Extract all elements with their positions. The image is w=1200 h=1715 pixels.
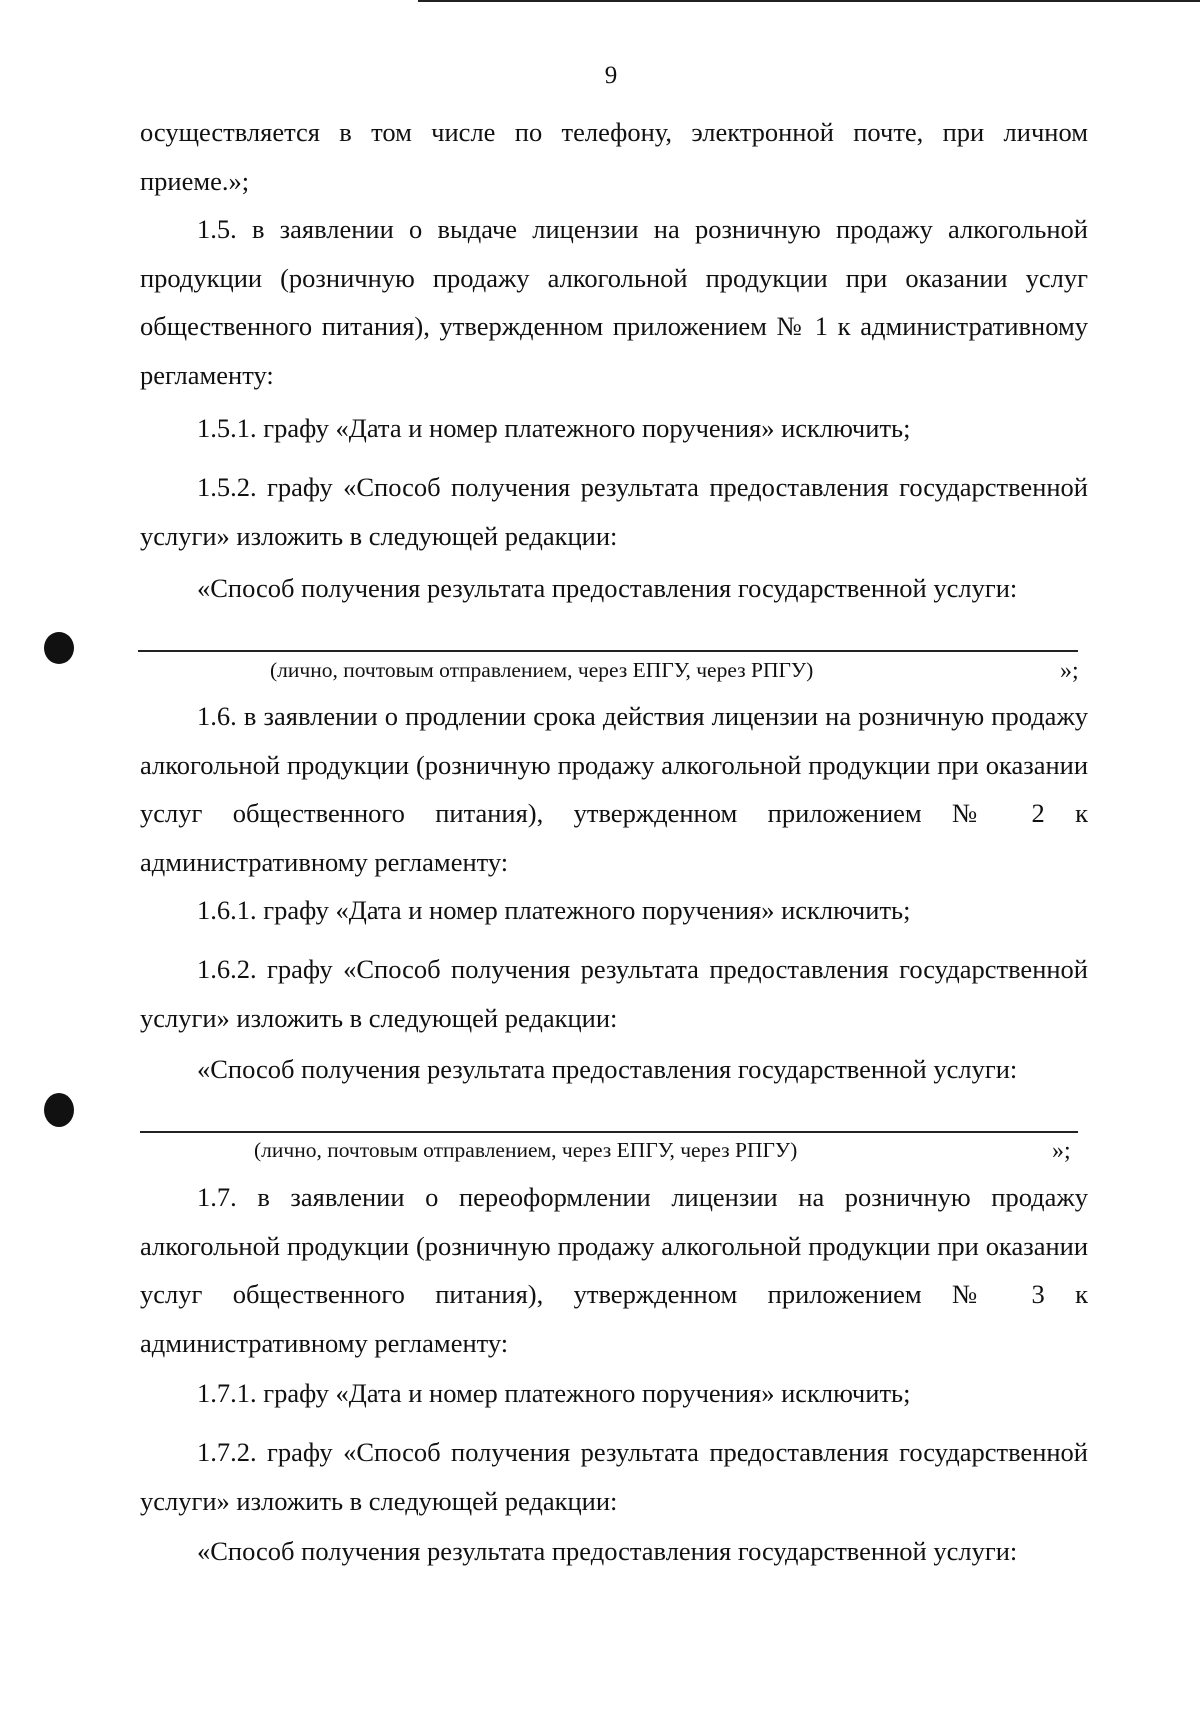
paragraph-1-7-2 xyxy=(140,1428,1088,1525)
paragraph-1-5 xyxy=(140,205,1088,400)
paragraph-1-5-1-text: 1.5.1. графу «Дата и номер платежного поручения» исключить; xyxy=(197,413,911,443)
paragraph-1-6 xyxy=(140,692,1088,887)
punch-hole-mark xyxy=(44,632,74,664)
paragraph-1-6-1 xyxy=(140,886,1088,935)
paragraph-1-5-2 xyxy=(140,463,1088,560)
paragraph-method-2-text: «Способ получения результата предоставления государственной услуги: xyxy=(197,1054,1018,1084)
paragraph-1-7-1-text: 1.7.1. графу «Дата и номер платежного поручения» исключить; xyxy=(197,1378,911,1408)
paragraph-1-5-text: 1.5. в заявлении о выдаче лицензии на розничную продажу алкогольной продукции (розничную продажу алкогольной продукции при оказании услуг общественного питания), утвержденном приложением № 1 к административному регламенту: xyxy=(140,214,1088,391)
paragraph-method-3-text: «Способ получения результата предоставления государственной услуги: xyxy=(197,1536,1018,1566)
paragraph-1-7-2-text: 1.7.2. графу «Способ получения результата предоставления государственной услуги» изложить в следующей редакции: xyxy=(140,1437,1088,1516)
paragraph-1 xyxy=(140,108,1088,205)
page-number: 9 xyxy=(604,62,618,89)
top-border-line xyxy=(418,0,1200,2)
paragraph-1-text: осуществляется в том числе по телефону, электронной почте, при личном приеме.»; xyxy=(140,117,1088,196)
paragraph-1-7-text: 1.7. в заявлении о переоформлении лицензии на розничную продажу алкогольной продукции (розничную продажу алкогольной продукции при оказании услуг общественного питания), утвержденном приложением № 3 к административному регламенту: xyxy=(140,1182,1088,1359)
paragraph-method-1-text: «Способ получения результата предоставления государственной услуги: xyxy=(197,573,1018,603)
paragraph-1-6-2-text: 1.6.2. графу «Способ получения результата предоставления государственной услуги» изложить в следующей редакции: xyxy=(140,954,1088,1033)
closing-quote-2: »; xyxy=(1052,1138,1071,1164)
blank-fill-line-1 xyxy=(138,650,1078,652)
paragraph-method-1 xyxy=(140,564,1088,613)
paragraph-1-7 xyxy=(140,1173,1088,1368)
punch-hole-mark xyxy=(44,1093,74,1127)
closing-quote-1: »; xyxy=(1060,658,1079,684)
fill-caption-2: (лично, почтовым отправлением, через ЕПГУ, через РПГУ) xyxy=(254,1138,798,1162)
paragraph-method-2 xyxy=(140,1045,1088,1094)
fill-caption-1: (лично, почтовым отправлением, через ЕПГУ, через РПГУ) xyxy=(270,658,814,682)
paragraph-1-6-1-text: 1.6.1. графу «Дата и номер платежного поручения» исключить; xyxy=(197,895,911,925)
blank-fill-line-2 xyxy=(140,1131,1078,1133)
paragraph-method-3 xyxy=(140,1527,1088,1576)
paragraph-1-7-1 xyxy=(140,1369,1088,1418)
paragraph-1-6-text: 1.6. в заявлении о продлении срока действия лицензии на розничную продажу алкогольной продукции (розничную продажу алкогольной продукции при оказании услуг общественного питания), утвержденном приложением № 2 к административному регламенту: xyxy=(140,701,1088,878)
paragraph-1-5-2-text: 1.5.2. графу «Способ получения результата предоставления государственной услуги» изложить в следующей редакции: xyxy=(140,472,1088,551)
paragraph-1-5-1 xyxy=(140,404,1088,453)
paragraph-1-6-2 xyxy=(140,945,1088,1042)
